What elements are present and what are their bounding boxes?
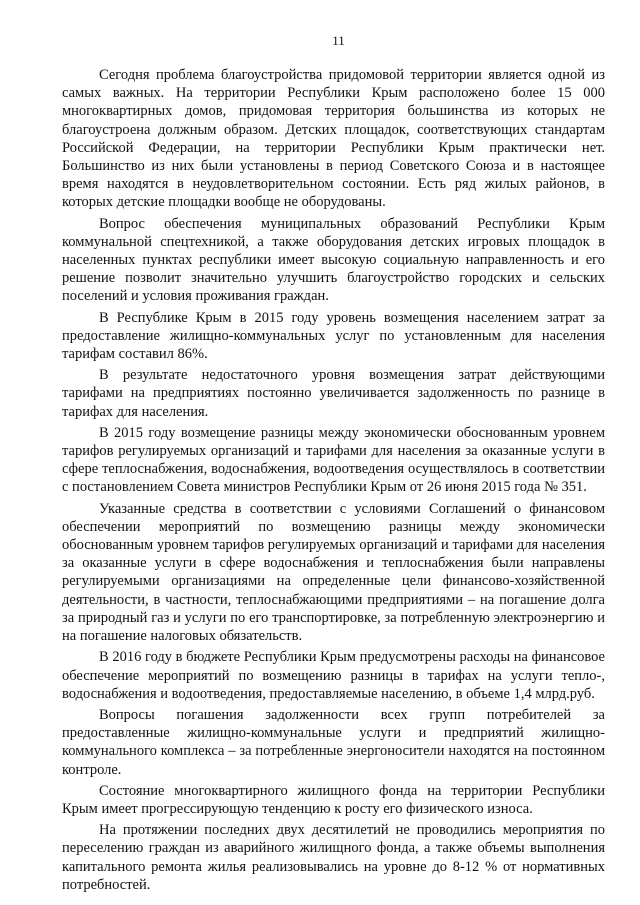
paragraph-2: Вопрос обеспечения муниципальных образований Республики Крым коммунальной спецтехникой, а также оборудования детских игровых площадок в населенных пунктах республики имеет высокую социальную направленность и его решение позволит значительно улучшить благоустройство городских и сельских поселений и условия проживания граждан. bbox=[62, 215, 605, 305]
paragraph-4: В результате недостаточного уровня возмещения затрат действующими тарифами на предприятиях постоянно увеличивается задолженность по разнице в тарифах для населения. bbox=[62, 367, 605, 420]
paragraph-1: Сегодня проблема благоустройства придомовой территории является одной из самых важных. На территории Республики Крым расположено более 15 000 многоквартирных домов, придомовая территория большинства из которых не благоустроена должным образом. Детских площадок, соответствующих стандартам Российской Федерации, на территории Республики Крым практически нет. Большинство из них были установлены в период Советского Союза и в настоящее время находятся в неудовлетворительном состоянии. Есть ряд жилых районов, в которых детские площадки вообще не оборудованы. bbox=[62, 67, 605, 211]
page-number: 11 bbox=[332, 33, 345, 48]
paragraph-7: В 2016 году в бюджете Республики Крым предусмотрены расходы на финансовое обеспечение мероприятий по возмещению разницы в тарифах на услуги тепло-, водоснабжения и водоотведения, предоставляемые населению, в объеме 1,4 млрд.руб. bbox=[62, 649, 605, 702]
paragraph-8: Вопросы погашения задолженности всех групп потребителей за предоставленные жилищно-коммунальные услуги и предприятий жилищно-коммунального комплекса – за потребленные энергоносители находятся на постоянном контроле. bbox=[62, 706, 605, 778]
paragraph-10: На протяжении последних двух десятилетий не проводились мероприятия по переселению граждан из аварийного жилищного фонда, а также объемы выполнения капитального ремонта жилья реализовывались на уровне до 8-12 % от нормативных потребностей. bbox=[62, 822, 605, 893]
paragraph-9: Состояние многоквартирного жилищного фонда на территории Республики Крым имеет прогрессирующую тенденцию к росту его физического износа. bbox=[62, 782, 605, 817]
paragraph-5: В 2015 году возмещение разницы между экономически обоснованным уровнем тарифов регулируемых организаций и тарифами для населения за оказанные услуги в сфере теплоснабжения, водоснабжения, водоотведения осуществлялось в соответствии с постановлением Совета министров Республики Крым от 26 июня 2015 года № 351. bbox=[62, 424, 605, 496]
paragraph-3: В Республике Крым в 2015 году уровень возмещения населением затрат за предоставление жилищно-коммунальных услуг по установленным для населения тарифам составил 86%. bbox=[62, 309, 605, 363]
paragraph-6: Указанные средства в соответствии с условиями Соглашений о финансовом обеспечении мероприятий по возмещению разницы между экономически обоснованным уровнем тарифов регулируемых организаций и тарифами для населения за оказанные услуги в сфере водоснабжения и теплоснабжения были направлены регулируемыми организациями на определенные цели финансово-хозяйственной деятельности, в частности, теплоснабжающими предприятиями – на погашение долга за природный газ и услуги по его транспортировке, за потребленную электроэнергию и на погашение налоговых обязательств. bbox=[62, 500, 605, 645]
